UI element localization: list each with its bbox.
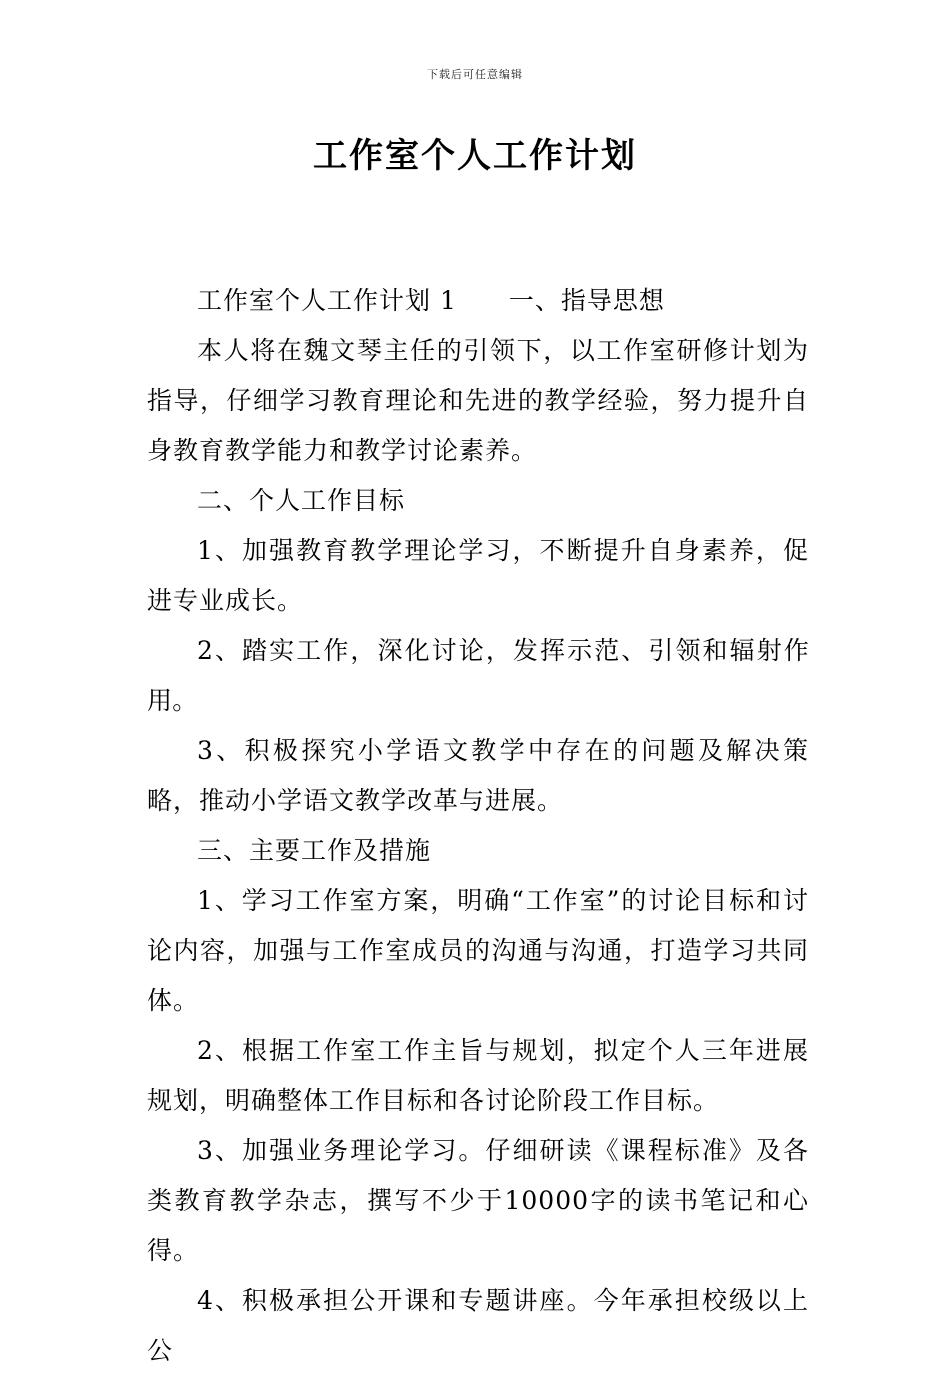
paragraph: 3、积极探究小学语文教学中存在的问题及解决策略，推动小学语文教学改革与进展。 (147, 736, 809, 815)
document-body (147, 276, 809, 1376)
intro-line (147, 276, 809, 326)
paragraph: 2、根据工作室工作主旨与规划，拟定个人三年进展规划，明确整体工作目标和各讨论阶段工作目标。 (147, 1036, 809, 1115)
header-note: 下载后可任意编辑 (427, 68, 523, 81)
document-title: 工作室个人工作计划 (313, 136, 637, 176)
paragraph: 4、积极承担公开课和专题讲座。今年承担校级以上公 (147, 1286, 809, 1365)
paragraph: 本人将在魏文琴主任的引领下，以工作室研修计划为指导，仔细学习教育理论和先进的教学经验，努力提升自身教育教学能力和教学讨论素养。 (147, 336, 809, 465)
section-heading: 三、主要工作及措施 (197, 836, 432, 865)
paragraph: 1、学习工作室方案，明确“工作室”的讨论目标和讨论内容，加强与工作室成员的沟通与沟通，打造学习共同体。 (147, 886, 809, 1015)
section-heading: 二、个人工作目标 (197, 486, 406, 515)
paragraph: 3、加强业务理论学习。仔细研读《课程标准》及各类教育教学杂志，撰写不少于10000字的读书笔记和心得。 (147, 1136, 809, 1265)
paragraph: 2、踏实工作，深化讨论，发挥示范、引领和辐射作用。 (147, 636, 809, 715)
paragraph: 1、加强教育教学理论学习，不断提升自身素养，促进专业成长。 (147, 536, 809, 615)
plan-label: 工作室个人工作计划 1 (197, 286, 457, 315)
section-heading-guiding-thought: 一、指导思想 (508, 286, 665, 315)
